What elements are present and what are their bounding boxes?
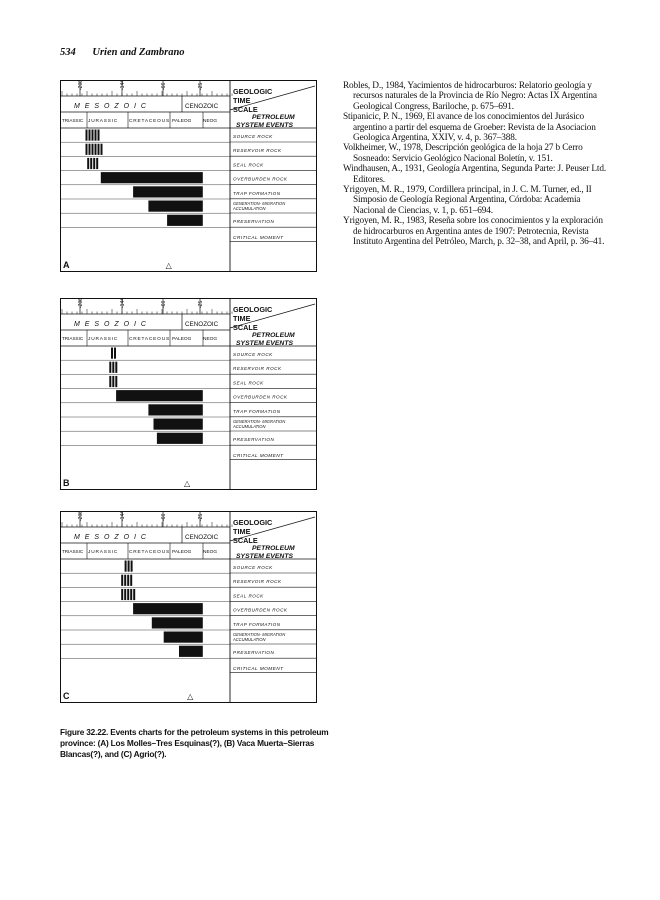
event-bar-stripe: [95, 144, 97, 155]
event-bar-stripe: [128, 561, 130, 572]
ma-tick-label: -144: [120, 511, 126, 521]
period-label: JURASSIC: [88, 550, 119, 555]
event-bar: [116, 390, 203, 401]
event-bar-stripe: [96, 158, 98, 169]
ma-tick-label: -208: [78, 511, 84, 521]
event-bar-stripe: [111, 348, 113, 359]
ma-tick-label: -208: [78, 80, 84, 90]
event-bar: [164, 632, 203, 643]
event-bar-stripe: [89, 130, 91, 141]
geologic-time-scale-label: TIME: [233, 314, 251, 323]
period-label: CRETACEOUS: [129, 119, 170, 124]
event-bar: [167, 215, 203, 226]
era-label-cenozoic: CENOZOIC: [185, 534, 219, 541]
event-bar-stripe: [98, 130, 100, 141]
events-chart-a: [60, 80, 317, 272]
event-label: ACCUMULATION: [233, 424, 266, 429]
event-label: SOURCE ROCK: [233, 565, 273, 570]
era-label-mesozoic: M E S O Z O I C: [74, 534, 148, 541]
period-label: NEOG: [203, 550, 218, 555]
event-bar: [152, 617, 203, 628]
event-label: SOURCE ROCK: [233, 352, 273, 357]
event-bar-stripe: [90, 158, 92, 169]
event-label: TRAP FORMATION: [233, 408, 281, 414]
period-label: NEOG: [203, 119, 218, 124]
critical-moment-label: CRITICAL MOMENT: [233, 453, 284, 459]
period-label: JURASSIC: [88, 337, 119, 342]
event-bar-stripe: [115, 376, 117, 387]
period-label: JURASSIC: [88, 119, 119, 124]
ma-tick-label: -66: [161, 82, 167, 90]
era-label-cenozoic: CENOZOIC: [185, 321, 219, 328]
ma-tick-label: -208: [78, 298, 84, 308]
geologic-time-scale-label: SCALE: [233, 323, 258, 332]
geologic-time-scale-label: SCALE: [233, 105, 258, 114]
event-bar: [157, 433, 203, 444]
reference-entry: Yrigoyen, M. R., 1983, Reseña sobre los conocimientos y la exploración de hidrocarburos en Argentina antes de 1907: Petrotecnia, Revista Instituto Argentina del Petróleo, March, p. 32–38, and April, p. 36–41.: [343, 216, 605, 248]
event-bar: [148, 201, 202, 212]
events-chart-svg: [60, 80, 317, 272]
event-label: SEAL ROCK: [233, 593, 264, 599]
ma-tick-label: -66: [161, 513, 167, 521]
event-bar-stripe: [133, 589, 135, 600]
reference-entry: Stipanicic, P. N., 1969, El avance de los conocimientos del Jurásico argentino a partir del esquema de Groeber: Revista de la Asociacion Geologica Argentina, XXIV, v. 4, p. 367–388.: [343, 112, 596, 144]
event-bar-stripe: [86, 130, 88, 141]
era-label-cenozoic: CENOZOIC: [185, 103, 219, 110]
geologic-time-scale-label: TIME: [233, 96, 251, 105]
era-label-mesozoic: M E S O Z O I C: [74, 321, 148, 328]
reference-entry: Volkheimer, W., 1978, Descripción geológica de la hoja 27 b Cerro Sosneado: Servicio Geológico Nacional Boletín, v. 151.: [343, 143, 583, 164]
event-bar-stripe: [98, 144, 100, 155]
event-bar-stripe: [115, 362, 117, 373]
panel-label: B: [63, 478, 70, 488]
period-label: TRIASSIC: [62, 118, 84, 123]
event-label: SEAL ROCK: [233, 380, 264, 386]
event-label: OVERBURDEN ROCK: [233, 176, 288, 182]
petroleum-system-events-label: PETROLEUM: [252, 114, 295, 121]
event-bar-stripe: [92, 144, 94, 155]
event-label: RESERVOIR ROCK: [233, 148, 282, 154]
period-label: NEOG: [203, 337, 218, 342]
event-bar-stripe: [92, 130, 94, 141]
figure-caption: Figure 32.22. Events charts for the petroleum systems in this petroleum province: (A) Los Molles–Tres Esquinas(?), (B) Vaca Muerta–Sierras Blancas(?), and (C) Agrio(?).: [60, 727, 329, 759]
event-label: ACCUMULATION: [233, 637, 266, 642]
event-label: RESERVOIR ROCK: [233, 366, 282, 372]
period-label: TRIASSIC: [62, 336, 84, 341]
panel-label: C: [63, 691, 70, 701]
event-label: GENERATION- MIGRATION: [233, 201, 286, 206]
ma-tick-label: -144: [120, 80, 126, 90]
petroleum-system-events-label: SYSTEM EVENTS: [236, 553, 294, 560]
event-bar-stripe: [87, 158, 89, 169]
era-label-mesozoic: M E S O Z O I C: [74, 103, 148, 110]
geologic-time-scale-label: TIME: [233, 527, 251, 536]
event-label: PRESERVATION: [233, 650, 275, 656]
period-label: CRETACEOUS: [129, 337, 170, 342]
ma-tick-label: -66: [161, 300, 167, 308]
event-bar-stripe: [130, 589, 132, 600]
panel-label: A: [63, 260, 70, 270]
event-label: RESERVOIR ROCK: [233, 579, 282, 585]
critical-moment-label: CRITICAL MOMENT: [233, 235, 284, 241]
reference-entry: Windhausen, A., 1931, Geología Argentina, Segunda Parte: J. Peuser Ltd. Editores.: [343, 164, 607, 185]
running-title: Urien and Zambrano: [92, 47, 185, 58]
events-chart-svg: [60, 511, 317, 703]
ma-tick-label: -144: [120, 298, 126, 308]
reference-entry: Yrigoyen, M. R., 1979, Cordillera principal, in J. C. M. Turner, ed., II Simposio de Geología Regional Argentina, Córdoba: Academia Nacional de Ciencias, v. 1, p. 651–694.: [343, 185, 592, 216]
critical-moment-marker: △: [184, 479, 191, 488]
event-bar: [133, 603, 203, 614]
event-bar: [101, 172, 203, 183]
event-label: GENERATION- MIGRATION: [233, 632, 286, 637]
geologic-time-scale-label: GEOLOGIC: [233, 305, 273, 314]
events-chart-c: [60, 511, 317, 703]
geologic-time-scale-label: GEOLOGIC: [233, 518, 273, 527]
event-bar-stripe: [86, 144, 88, 155]
event-bar-stripe: [124, 589, 126, 600]
events-chart-svg: [60, 298, 317, 490]
period-label: PALEOG: [172, 337, 192, 342]
event-bar-stripe: [112, 376, 114, 387]
reference-entry: Robles, D., 1984, Yacimientos de hidrocarburos: Relatorio geología y recursos naturales de la Provincia de Río Negro: Actas IX Argentina Geological Congress, Bariloche, p. 675–691.: [343, 81, 597, 112]
event-label: TRAP FORMATION: [233, 621, 281, 627]
event-bar-stripe: [101, 144, 103, 155]
critical-moment-marker: △: [187, 692, 194, 701]
event-bar-stripe: [114, 348, 116, 359]
event-bar-stripe: [130, 575, 132, 586]
event-bar-stripe: [112, 362, 114, 373]
event-label: PRESERVATION: [233, 219, 275, 225]
event-bar-stripe: [109, 376, 111, 387]
critical-moment-marker: △: [165, 261, 172, 270]
petroleum-system-events-label: SYSTEM EVENTS: [236, 122, 294, 129]
event-bar-stripe: [121, 575, 123, 586]
event-label: SEAL ROCK: [233, 162, 264, 168]
ma-tick-label: -25: [198, 513, 204, 521]
event-bar-stripe: [109, 362, 111, 373]
period-label: PALEOG: [172, 119, 192, 124]
event-bar: [154, 419, 203, 430]
event-bar-stripe: [95, 130, 97, 141]
page-number: 534: [60, 47, 76, 58]
petroleum-system-events-label: SYSTEM EVENTS: [236, 340, 294, 347]
event-bar-stripe: [125, 561, 127, 572]
event-label: SOURCE ROCK: [233, 134, 273, 139]
page-header: [60, 47, 185, 58]
critical-moment-label: CRITICAL MOMENT: [233, 666, 284, 672]
events-chart-b: [60, 298, 317, 490]
event-label: TRAP FORMATION: [233, 190, 281, 196]
period-label: CRETACEOUS: [129, 550, 170, 555]
petroleum-system-events-label: PETROLEUM: [252, 332, 295, 339]
ma-tick-label: -25: [198, 82, 204, 90]
event-label: ACCUMULATION: [233, 206, 266, 211]
references-list: [343, 81, 608, 248]
event-label: PRESERVATION: [233, 437, 275, 443]
petroleum-system-events-label: PETROLEUM: [252, 545, 295, 552]
geologic-time-scale-label: SCALE: [233, 536, 258, 545]
event-bar-stripe: [127, 575, 129, 586]
event-label: OVERBURDEN ROCK: [233, 394, 288, 400]
event-bar: [179, 646, 203, 657]
event-bar-stripe: [121, 589, 123, 600]
event-bar-stripe: [93, 158, 95, 169]
ma-tick-label: -25: [198, 300, 204, 308]
event-label: OVERBURDEN ROCK: [233, 607, 288, 613]
event-bar-stripe: [124, 575, 126, 586]
event-bar-stripe: [89, 144, 91, 155]
period-label: TRIASSIC: [62, 549, 84, 554]
geologic-time-scale-label: GEOLOGIC: [233, 87, 273, 96]
event-bar-stripe: [131, 561, 133, 572]
event-bar: [133, 186, 203, 197]
event-bar: [148, 404, 202, 415]
event-bar-stripe: [127, 589, 129, 600]
event-label: GENERATION- MIGRATION: [233, 419, 286, 424]
period-label: PALEOG: [172, 550, 192, 555]
